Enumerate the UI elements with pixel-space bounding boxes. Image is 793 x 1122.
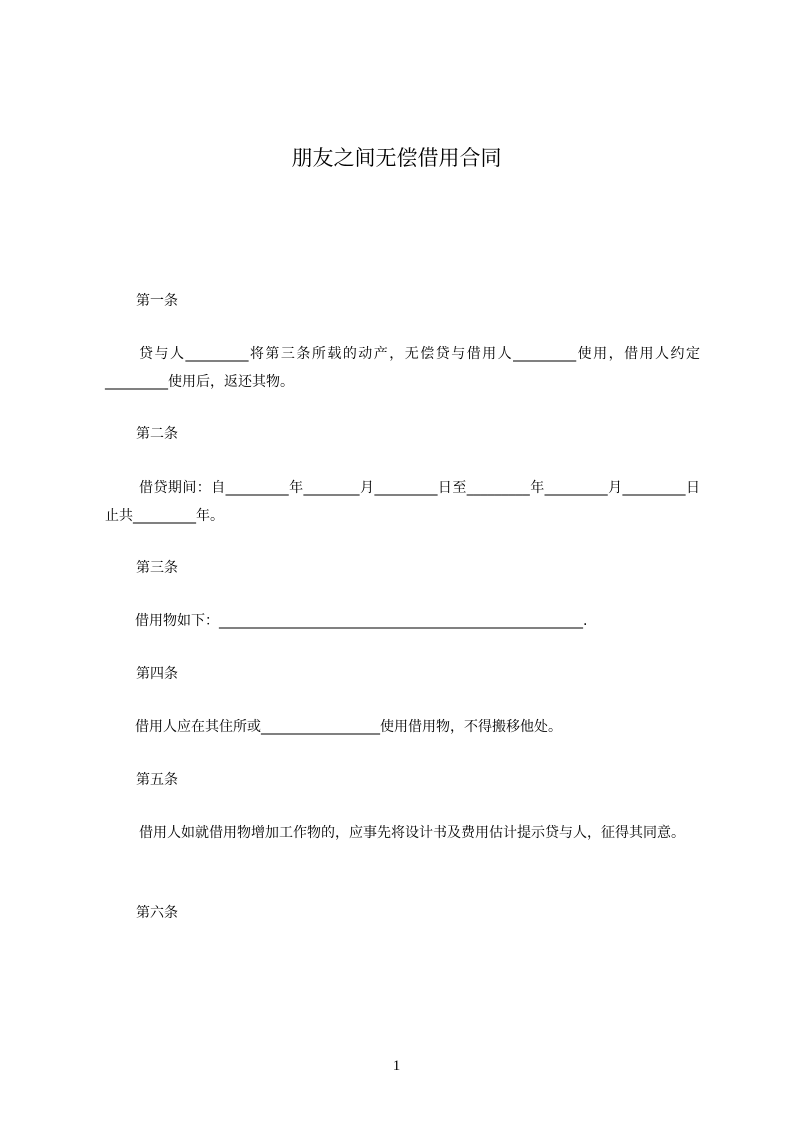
article-3-heading: 第三条	[136, 560, 178, 576]
article-2-heading: 第二条	[136, 426, 178, 442]
article-1-text: 贷与人_________将第三条所载的动产，无偿贷与借用人_________使用，借用人约定_________使用后，返还其物。	[105, 346, 700, 390]
article-4-text: 借用人应在其住所或_________________使用借用物，不得搬移他处。	[135, 719, 562, 735]
page-number: 1	[392, 1058, 401, 1074]
article-5-heading: 第五条	[136, 772, 178, 788]
document-title: 朋友之间无偿借用合同	[291, 146, 502, 170]
article-3-text: 借用物如下：____________________________________________________.	[135, 613, 588, 629]
article-4-heading: 第四条	[136, 666, 178, 682]
article-5-text: 借用人如就借用物增加工作物的，应事先将设计书及费用估计提示贷与人，征得其同意。	[139, 825, 685, 841]
article-2-text: 借贷期间：自_________年________月_________日至_________年_________月_________日止共_________年。	[105, 480, 700, 524]
article-6-heading: 第六条	[136, 905, 178, 921]
article-1-heading: 第一条	[136, 293, 178, 309]
